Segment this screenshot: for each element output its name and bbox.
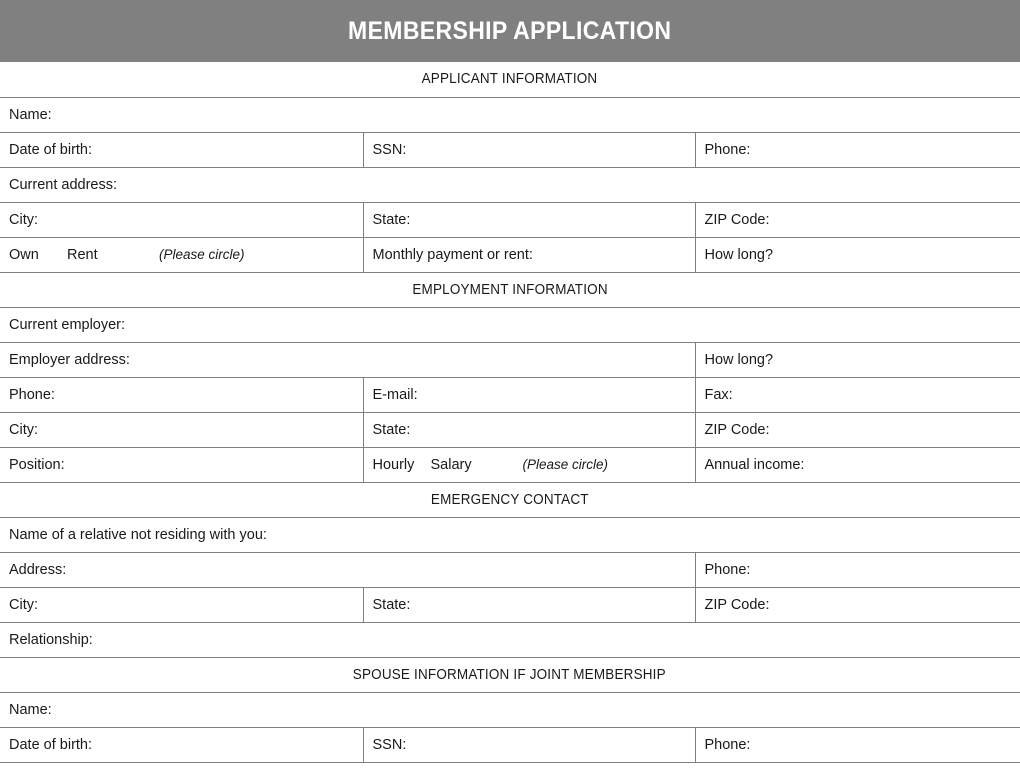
field-label-ssn: SSN: [372, 141, 407, 158]
field-label-phone: Phone: [704, 141, 751, 158]
field-label-relationship: Relationship: [9, 631, 93, 648]
section-header-employment-information [0, 272, 1020, 307]
field-cell-annual-income[interactable] [695, 447, 1020, 482]
field-label-zip-code: ZIP Code: [704, 211, 770, 228]
field-cell-zip-code[interactable] [695, 587, 1020, 622]
field-label-monthly-payment-or-rent: Monthly payment or rent: [372, 246, 533, 263]
field-cell-phone[interactable] [695, 132, 1020, 167]
section-header-spouse-information [0, 657, 1020, 692]
section-header-label: SPOUSE INFORMATION IF JOINT MEMBERSHIP [353, 666, 667, 683]
field-label-current-employer: Current employer: [9, 316, 126, 333]
field-cell-name[interactable] [0, 97, 1020, 132]
field-cell-how-long[interactable] [695, 237, 1020, 272]
field-label-state: State: [372, 596, 411, 613]
form-row [0, 377, 1020, 412]
choice-option-a[interactable]: Own [9, 246, 39, 263]
field-cell-e-mail[interactable] [363, 377, 695, 412]
choice-option-b[interactable]: Rent [67, 246, 98, 263]
section-header-label: EMPLOYMENT INFORMATION [412, 281, 608, 298]
form-row [0, 97, 1020, 132]
field-cell-position[interactable] [0, 447, 363, 482]
form-row [0, 412, 1020, 447]
form-row [0, 167, 1020, 202]
field-cell-state[interactable] [363, 587, 695, 622]
field-cell-address[interactable] [0, 552, 695, 587]
field-label-city: City: [9, 596, 38, 613]
section-header-label: EMERGENCY CONTACT [430, 491, 589, 508]
field-label-date-of-birth: Date of birth: [9, 141, 93, 158]
form-row [0, 342, 1020, 377]
field-label-ssn: SSN: [372, 736, 407, 753]
field-cell-city[interactable] [0, 202, 363, 237]
form-row [0, 202, 1020, 237]
field-label-position: Position: [9, 456, 65, 473]
field-label-zip-code: ZIP Code: [704, 421, 770, 438]
field-cell-state[interactable] [363, 202, 695, 237]
field-label-annual-income: Annual income: [704, 456, 805, 473]
field-cell-current-address[interactable] [0, 167, 1020, 202]
field-cell-phone[interactable] [695, 727, 1020, 762]
field-label-date-of-birth: Date of birth: [9, 736, 93, 753]
field-cell-zip-code[interactable] [695, 202, 1020, 237]
field-cell-ssn[interactable] [363, 727, 695, 762]
field-label-name: Name: [9, 701, 52, 718]
field-label-address: Address: [9, 561, 67, 578]
form-row [0, 132, 1020, 167]
section-header-label: APPLICANT INFORMATION [421, 71, 598, 88]
section-header-applicant-information [0, 62, 1020, 97]
choice-option-a[interactable]: Hourly [372, 456, 415, 473]
section-header-row [0, 62, 1020, 97]
field-label-employer-address: Employer address: [9, 351, 130, 368]
page-title: MEMBERSHIP APPLICATION [348, 16, 672, 45]
field-label-phone: Phone: [9, 386, 55, 403]
section-header-row [0, 272, 1020, 307]
field-cell-zip-code[interactable] [695, 412, 1020, 447]
field-cell-ssn[interactable] [363, 132, 695, 167]
form-title-bar [0, 0, 1020, 62]
field-label-phone: Phone: [704, 736, 751, 753]
field-label-city: City: [9, 421, 38, 438]
field-label-how-long: How long? [704, 351, 774, 368]
field-label-state: State: [372, 211, 411, 228]
field-label-zip-code: ZIP Code: [704, 596, 770, 613]
field-label-current-address: Current address: [9, 176, 117, 193]
field-cell-relationship[interactable] [0, 622, 1020, 657]
field-cell-name-of-relative[interactable] [0, 517, 1020, 552]
field-cell-current-employer[interactable] [0, 307, 1020, 342]
field-cell-date-of-birth[interactable] [0, 132, 363, 167]
field-label-how-long: How long? [704, 246, 774, 263]
choice-instruction: (Please circle) [159, 247, 245, 262]
form-row [0, 237, 1020, 272]
field-cell-state[interactable] [363, 412, 695, 447]
field-label-phone: Phone: [704, 561, 751, 578]
field-cell-hourly-or-salary[interactable] [363, 447, 695, 482]
form-row [0, 727, 1020, 762]
field-cell-city[interactable] [0, 412, 363, 447]
choice-instruction: (Please circle) [522, 457, 609, 472]
field-label-fax: Fax: [704, 386, 733, 403]
choice-group-own-or-rent [9, 238, 354, 272]
form-row [0, 692, 1020, 727]
choice-group-hourly-or-salary [373, 448, 686, 482]
form-row [0, 447, 1020, 482]
section-header-emergency-contact [0, 482, 1020, 517]
field-label-city: City: [9, 211, 38, 228]
field-cell-employer-address[interactable] [0, 342, 695, 377]
field-cell-phone[interactable] [695, 552, 1020, 587]
section-header-row [0, 657, 1020, 692]
field-cell-own-or-rent[interactable] [0, 237, 363, 272]
field-cell-monthly-payment-or-rent[interactable] [363, 237, 695, 272]
field-cell-fax[interactable] [695, 377, 1020, 412]
section-header-row [0, 482, 1020, 517]
field-cell-how-long[interactable] [695, 342, 1020, 377]
field-cell-phone[interactable] [0, 377, 363, 412]
form-row [0, 587, 1020, 622]
form-table [0, 62, 1020, 763]
field-cell-name[interactable] [0, 692, 1020, 727]
form-row [0, 307, 1020, 342]
field-label-name-of-relative: Name of a relative not residing with you: [9, 526, 267, 543]
choice-option-b[interactable]: Salary [430, 456, 472, 473]
field-cell-city[interactable] [0, 587, 363, 622]
field-cell-date-of-birth[interactable] [0, 727, 363, 762]
field-label-state: State: [372, 421, 411, 438]
field-label-name: Name: [9, 106, 52, 123]
form-row [0, 552, 1020, 587]
form-row [0, 517, 1020, 552]
form-row [0, 622, 1020, 657]
field-label-e-mail: E-mail: [372, 386, 418, 403]
